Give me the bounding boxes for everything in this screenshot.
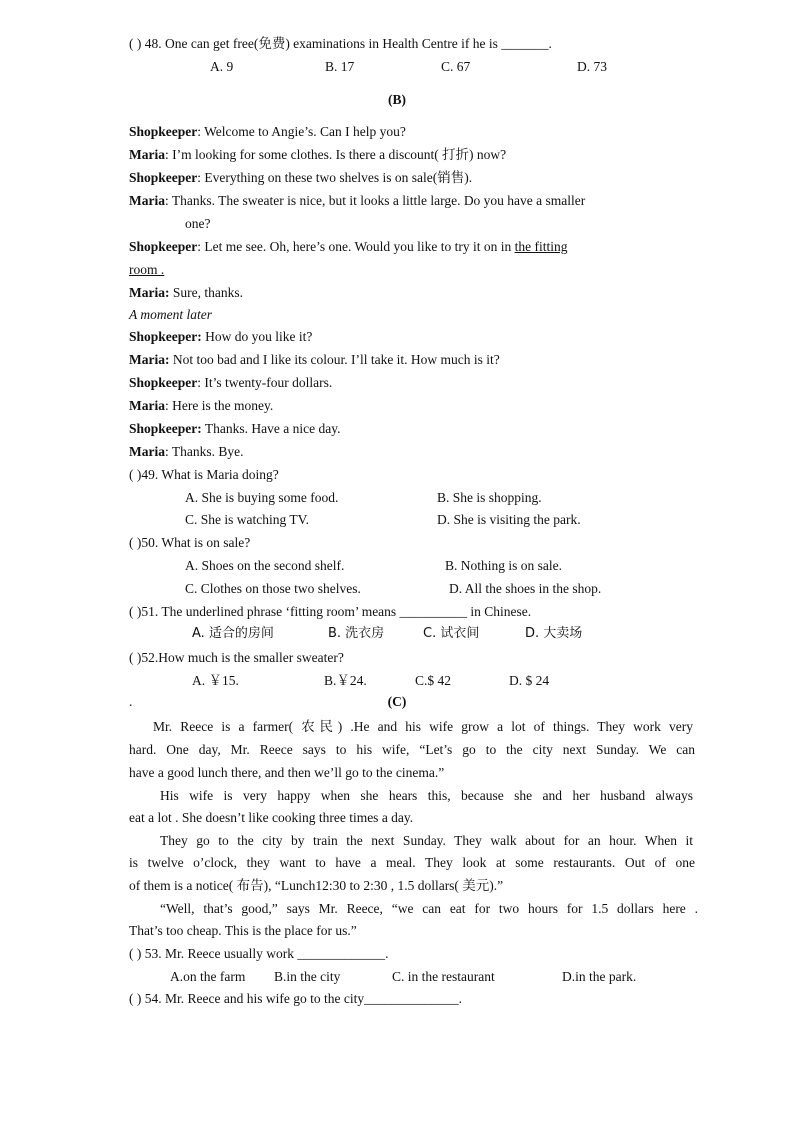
- answer-blank[interactable]: ( ): [129, 946, 142, 961]
- utterance: : Here is the money.: [165, 398, 274, 413]
- question-text: 54. Mr. Reece and his wife go to the city______________.: [144, 991, 462, 1006]
- passage-line: That’s too cheap. This is the place for us.”: [129, 923, 357, 938]
- option-c[interactable]: C. She is watching TV.: [185, 512, 310, 527]
- speaker: Shopkeeper: [129, 124, 198, 139]
- speaker: Maria: [129, 193, 165, 208]
- option-d[interactable]: D. 73: [577, 59, 607, 74]
- utterance: : Thanks. The sweater is nice, but it looks a little large. Do you have a smaller: [165, 193, 586, 208]
- option-d[interactable]: D. All the shoes in the shop.: [449, 581, 602, 596]
- stage-direction: [129, 307, 212, 323]
- option-a[interactable]: A. 9: [210, 59, 234, 74]
- passage-line: “Well, that’s good,” says Mr. Reece, “we can eat for two hours for 1.5 dollars here .: [160, 901, 698, 916]
- dialogue-line: [129, 444, 244, 460]
- utterance: : Thanks. Bye.: [165, 444, 244, 459]
- dialogue-line: [129, 329, 312, 345]
- speaker: Shopkeeper: [129, 170, 198, 185]
- utterance: : Welcome to Angie’s. Can I help you?: [197, 124, 406, 139]
- answer-blank[interactable]: ( ): [129, 650, 142, 665]
- option-c[interactable]: C.$ 42: [415, 673, 452, 688]
- speaker: Maria: [129, 147, 165, 162]
- utterance: one?: [185, 216, 211, 231]
- speaker: Maria: [129, 444, 165, 459]
- speaker: Shopkeeper:: [129, 329, 202, 344]
- option-c[interactable]: C. in the restaurant: [392, 969, 495, 984]
- option-b[interactable]: B. 洗衣房: [328, 626, 385, 641]
- option-c[interactable]: C. 67: [441, 59, 471, 74]
- passage-line: is twelve o’clock, they want to have a meal. They look at some restaurants. Out of one: [129, 855, 695, 870]
- dialogue-line: [129, 147, 506, 163]
- option-c[interactable]: C. Clothes on those two shelves.: [185, 581, 361, 596]
- utterance: : Everything on these two shelves is on sale(销售).: [197, 170, 473, 185]
- dialogue-line: [129, 124, 406, 140]
- question-text: 50. What is on sale?: [141, 535, 251, 550]
- passage-line: hard. One day, Mr. Reece says to his wife, “Let’s go to the city next Sunday. We can: [129, 742, 695, 757]
- dialogue-line: [129, 285, 243, 301]
- passage-line: of them is a notice( 布告), “Lunch12:30 to 2:30 , 1.5 dollars( 美元).”: [129, 878, 504, 893]
- answer-blank[interactable]: ( ): [129, 604, 142, 619]
- utterance: Thanks. Have a nice day.: [201, 421, 341, 436]
- option-c[interactable]: C. 试衣间: [423, 626, 480, 641]
- dialogue-line: [129, 352, 500, 368]
- section-b-heading: (B): [388, 92, 406, 107]
- option-a[interactable]: A. ￥15.: [192, 673, 239, 688]
- speaker: Maria: [129, 398, 165, 413]
- option-b[interactable]: B.in the city: [274, 969, 341, 984]
- passage-line: Mr. Reece is a farmer( 农民) .He and his wife grow a lot of things. They work very: [153, 719, 693, 734]
- answer-blank[interactable]: ( ): [129, 991, 142, 1006]
- option-d[interactable]: D.in the park.: [562, 969, 637, 984]
- dialogue-line: [129, 239, 568, 255]
- question-text: 52.How much is the smaller sweater?: [141, 650, 344, 665]
- option-a[interactable]: A. Shoes on the second shelf.: [185, 558, 345, 573]
- dialogue-line: [129, 170, 472, 186]
- option-a[interactable]: A.on the farm: [170, 969, 246, 984]
- question-50: [129, 535, 250, 551]
- question-text: 53. Mr. Reece usually work _____________.: [144, 946, 389, 961]
- question-49: [129, 467, 279, 483]
- option-d[interactable]: D. She is visiting the park.: [437, 512, 581, 527]
- utterance: Sure, thanks.: [169, 285, 243, 300]
- speaker: Maria:: [129, 352, 170, 367]
- dialogue-line: [185, 216, 210, 232]
- speaker: Shopkeeper: [129, 375, 198, 390]
- dialogue-line: [129, 421, 340, 437]
- passage-line: His wife is very happy when she hears this, because she and her husband always: [160, 788, 693, 803]
- option-d[interactable]: D. $ 24: [509, 673, 550, 688]
- utterance: Not too bad and I like its colour. I’ll take it. How much is it?: [169, 352, 500, 367]
- utterance: A moment later: [129, 307, 212, 322]
- option-b[interactable]: B. Nothing is on sale.: [445, 558, 562, 573]
- utterance: : Let me see. Oh, here’s one. Would you like to try it on in: [197, 239, 515, 254]
- question-51: [129, 604, 531, 620]
- option-a[interactable]: A. She is buying some food.: [185, 490, 339, 505]
- question-52: [129, 650, 344, 666]
- utterance: : It’s twenty-four dollars.: [197, 375, 333, 390]
- option-a[interactable]: A. 适合的房间: [192, 626, 274, 641]
- passage-line: have a good lunch there, and then we’ll go to the cinema.”: [129, 765, 445, 780]
- dialogue-line: [129, 375, 332, 391]
- underlined-phrase: the fitting: [514, 239, 568, 254]
- stray-dot: .: [129, 694, 133, 709]
- speaker: Shopkeeper:: [129, 421, 202, 436]
- answer-blank[interactable]: ( ): [129, 535, 142, 550]
- section-c-heading: (C): [387, 694, 407, 709]
- question-text: 49. What is Maria doing?: [141, 467, 279, 482]
- speaker: Shopkeeper: [129, 239, 198, 254]
- question-48: [129, 36, 552, 52]
- passage-line: eat a lot . She doesn’t like cooking three times a day.: [129, 810, 414, 825]
- dialogue-line: [129, 398, 273, 414]
- option-b[interactable]: B.￥24.: [324, 673, 367, 688]
- question-text: 48. One can get free(免费) examinations in Health Centre if he is _______.: [144, 36, 552, 51]
- passage-line: They go to the city by train the next Sunday. They walk about for an hour. When it: [160, 833, 693, 848]
- option-b[interactable]: B. She is shopping.: [437, 490, 542, 505]
- question-text: 51. The underlined phrase ‘fitting room’ means __________ in Chinese.: [141, 604, 532, 619]
- dialogue-line: [129, 193, 585, 209]
- question-54: [129, 991, 462, 1007]
- dialogue-line: [129, 262, 164, 278]
- utterance: How do you like it?: [201, 329, 313, 344]
- answer-blank[interactable]: ( ): [129, 467, 142, 482]
- utterance: room .: [129, 262, 165, 277]
- option-b[interactable]: B. 17: [325, 59, 355, 74]
- utterance: : I’m looking for some clothes. Is there a discount( 打折) now?: [165, 147, 507, 162]
- speaker: Maria:: [129, 285, 170, 300]
- option-d[interactable]: D. 大卖场: [525, 626, 583, 641]
- answer-blank[interactable]: ( ): [129, 36, 142, 51]
- question-53: [129, 946, 388, 962]
